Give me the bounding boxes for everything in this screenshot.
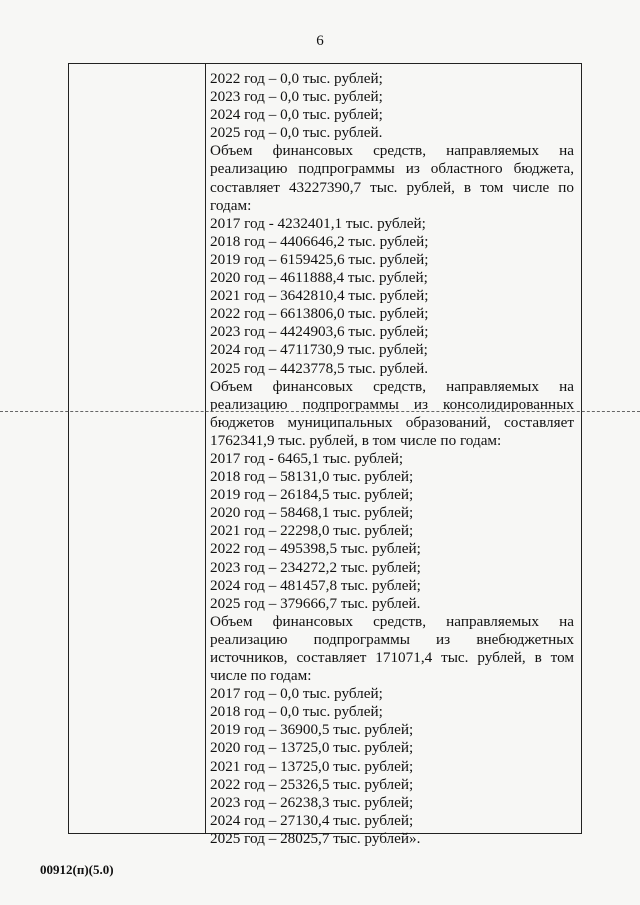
list-item: 2019 год – 36900,5 тыс. рублей; <box>210 721 414 739</box>
text-line: источников, составляет 171071,4 тыс. рублей, в том <box>210 649 574 666</box>
regional-years-list <box>210 215 574 378</box>
list-item: 2020 год – 58468,1 тыс. рублей; <box>210 504 414 522</box>
list-item: 2018 год – 4406646,2 тыс. рублей; <box>210 232 429 250</box>
table-right-column <box>210 70 574 848</box>
list-item: 2023 год – 26238,3 тыс. рублей; <box>210 793 414 811</box>
list-item: 2022 год – 25326,5 тыс. рублей; <box>210 775 414 793</box>
document-code: 00912(п)(5.0) <box>40 862 114 877</box>
list-item: 2022 год – 6613806,0 тыс. рублей; <box>210 305 429 323</box>
list-item: 2024 год – 481457,8 тыс. рублей; <box>210 576 421 594</box>
scan-dashed-rule <box>0 411 640 412</box>
list-item: 2018 год – 0,0 тыс. рублей; <box>210 703 383 721</box>
list-item: 2023 год – 234272,2 тыс. рублей; <box>210 558 421 576</box>
list-item: 2020 год – 4611888,4 тыс. рублей; <box>210 269 428 287</box>
text-line: 1762341,9 тыс. рублей, в том числе по годам: <box>210 431 502 449</box>
text-line: реализацию подпрограммы из внебюджетных <box>210 630 574 648</box>
list-item: 2024 год – 27130,4 тыс. рублей; <box>210 811 414 829</box>
text-line: Объем финансовых средств, направляемых на <box>210 377 574 395</box>
column-divider <box>205 64 206 833</box>
text-line: Объем финансовых средств, направляемых на <box>210 612 574 630</box>
list-item: 2022 год – 495398,5 тыс. рублей; <box>210 540 421 558</box>
text-line: реализацию подпрограммы из консолидированных <box>210 395 574 413</box>
line-group-zero-years <box>210 70 574 142</box>
list-item: 2021 год – 22298,0 тыс. рублей; <box>210 522 414 540</box>
text-line: составляет 43227390,7 тыс. рублей, в том числе по <box>210 178 574 196</box>
paragraph-municipal-budgets <box>210 378 574 450</box>
list-item: 2018 год – 58131,0 тыс. рублей; <box>210 468 414 486</box>
list-item: 2017 год - 4232401,1 тыс. рублей; <box>210 214 426 232</box>
page-number: 6 <box>316 33 324 49</box>
list-item: 2024 год – 4711730,9 тыс. рублей; <box>210 341 428 359</box>
list-item: 2025 год – 379666,7 тыс. рублей. <box>210 594 421 612</box>
list-item: 2019 год – 6159425,6 тыс. рублей; <box>210 250 429 268</box>
text-line: 2023 год – 0,0 тыс. рублей; <box>210 88 383 106</box>
extrabudget-years-list <box>210 685 574 848</box>
text-line: числе по годам: <box>210 667 312 685</box>
text-line: реализацию подпрограммы из областного бюджета, <box>210 160 574 178</box>
text-line: 2022 год – 0,0 тыс. рублей; <box>210 70 383 87</box>
text-line: 2025 год – 0,0 тыс. рублей. <box>210 124 383 142</box>
table-left-column <box>69 64 205 833</box>
list-item: 2019 год – 26184,5 тыс. рублей; <box>210 486 414 504</box>
municipal-years-list <box>210 450 574 613</box>
text-line: бюджетов муниципальных образований, составляет <box>210 413 574 431</box>
list-item: 2021 год – 13725,0 тыс. рублей; <box>210 757 414 775</box>
paragraph-regional-budget <box>210 142 574 214</box>
list-item: 2020 год – 13725,0 тыс. рублей; <box>210 739 414 757</box>
list-item: 2017 год – 0,0 тыс. рублей; <box>210 685 383 703</box>
list-item: 2021 год – 3642810,4 тыс. рублей; <box>210 287 429 305</box>
document-table <box>68 63 582 847</box>
text-line: годам: <box>210 196 252 214</box>
text-line: Объем финансовых средств, направляемых на <box>210 142 574 160</box>
list-item: 2025 год – 28025,7 тыс. рублей». <box>210 829 421 847</box>
list-item: 2017 год - 6465,1 тыс. рублей; <box>210 449 404 467</box>
text-line: 2024 год – 0,0 тыс. рублей; <box>210 106 383 124</box>
paragraph-extrabudgetary-sources <box>210 613 574 685</box>
list-item: 2025 год – 4423778,5 тыс. рублей. <box>210 359 428 377</box>
list-item: 2023 год – 4424903,6 тыс. рублей; <box>210 323 429 341</box>
